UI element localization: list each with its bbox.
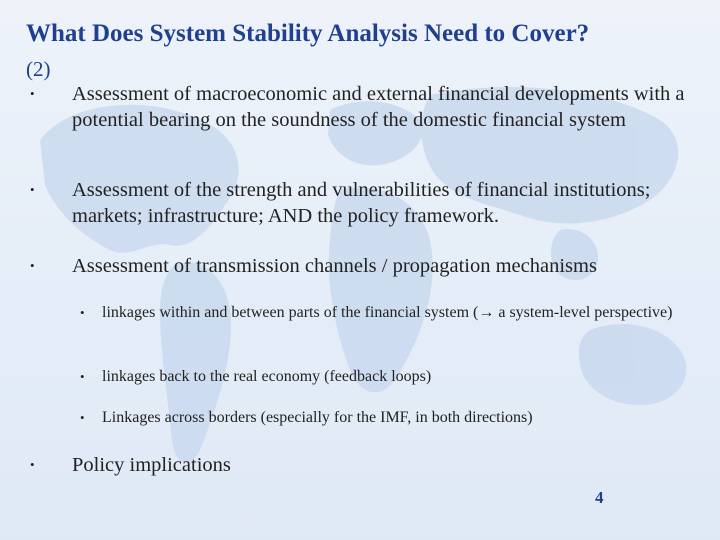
- sub-bullet-text: linkages within and between parts of the financial system (→ a system-level perspective): [102, 304, 673, 321]
- slide-title: What Does System Stability Analysis Need to Cover?: [26, 20, 590, 47]
- bullet-text: Assessment of the strength and vulnerabilities of financial institutions; markets; infrastructure; AND the policy framework.: [72, 179, 651, 227]
- sub-bullet-item-real-economy-linkages: [80, 367, 677, 386]
- bullet-item-transmission-assessment: [30, 253, 712, 279]
- bullet-dot-icon: •: [30, 86, 35, 101]
- sub-bullet-text: linkages back to the real economy (feedback loops): [102, 368, 432, 385]
- sub-bullet-dot-icon: •: [80, 410, 85, 425]
- bullet-item-institutions-assessment: [30, 177, 712, 229]
- bullet-item-policy-implications: [30, 452, 712, 478]
- bullet-text: Policy implications: [72, 454, 231, 476]
- sub-bullet-item-cross-border-linkages: [80, 408, 677, 427]
- sub-bullet-text: Linkages across borders (especially for the IMF, in both directions): [102, 409, 533, 426]
- sub-bullet-dot-icon: •: [80, 369, 85, 384]
- page-number: 4: [595, 488, 604, 507]
- bullet-dot-icon: •: [30, 258, 35, 273]
- sub-bullet-dot-icon: •: [80, 305, 85, 320]
- sub-bullet-item-financial-linkages: [80, 303, 677, 322]
- bullet-text: Assessment of macroeconomic and external financial developments with a potential bearing on the soundness of the domestic financial system: [72, 83, 685, 131]
- bullet-dot-icon: •: [30, 182, 35, 197]
- bullet-dot-icon: •: [30, 457, 35, 472]
- bullet-text: Assessment of transmission channels / propagation mechanisms: [72, 255, 597, 277]
- slide-subtitle: (2): [26, 57, 51, 81]
- bullet-item-macro-assessment: [30, 81, 712, 133]
